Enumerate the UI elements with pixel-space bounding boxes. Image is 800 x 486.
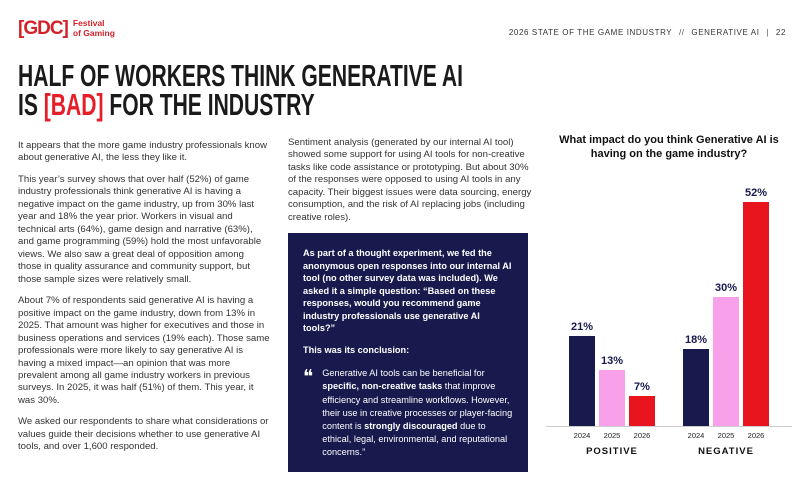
bar-negative-2024 [683,334,709,426]
bar-negative-2026 [743,187,769,426]
bar-rect [629,396,655,426]
breadcrumb-separator: // [678,28,685,37]
chart-plot-area [548,186,790,457]
group-label-positive: POSITIVE [586,445,638,457]
body-paragraph: Sentiment analysis (generated by our internal AI tool) showed some support for using AI tools for non-creative tasks like code assistance or prototyping. But about 30% of the responses were opposed to using AI tools in any capacity. Their biggest issues were data sourcing, energy consumption, and the risk of AI replacing jobs (including creative roles). [288,137,532,223]
year-tick-label: 2024 [687,430,705,440]
chart-group-negative [683,186,769,457]
page-title-line2: IS [BAD] FOR THE INDUSTRY [18,87,315,123]
year-tick-label: 2026 [633,430,651,440]
year-tick-labels [569,431,655,440]
bar-rect [683,349,709,426]
page-title-line1: HALF OF WORKERS THINK GENERATIVE AI [18,58,464,93]
page-number: 22 [775,28,786,37]
bar-positive-2024 [569,321,595,426]
bar-rect [599,370,625,426]
bar-positive-2025 [599,355,625,426]
bar-value-label: 7% [634,380,650,393]
bar-rect [569,336,595,426]
gdc-logo-line2: of Gaming [72,27,115,38]
title-highlight-bad: [BAD] [43,87,104,123]
gdc-logo-mark: [GDC] [18,18,68,40]
year-tick-label: 2026 [747,430,765,440]
page-title [18,58,464,123]
bar-rect [743,202,769,426]
bar-value-label: 52% [744,186,768,199]
body-paragraph: About 7% of respondents said generative AI is having a positive impact on the game industry, down from 13% in 2025. That amount was higher for executives and those in business operations and services (19% each). Those same professionals were more likely to say generative AI is having a mixed impact—an opinion that was more prevalent among all game industry workers in previous surveys. In 2025, it was half (51%) of them. This year, it was 30%. [18,295,270,406]
section-name: GENERATIVE AI [691,28,760,37]
report-name: 2026 STATE OF THE GAME INDUSTRY [508,28,673,37]
callout-paragraph: As part of a thought experiment, we fed the anonymous open responses into our internal AI tool (no other survey data was included). We asked it a simple question: “Based on these responses, would you recommend game industry professionals use generative AI tools?” [303,248,512,334]
year-tick-label: 2024 [573,430,591,440]
chart-bar-groups [548,186,790,457]
bar-value-label: 21% [570,320,594,333]
quotation-mark-icon: ❝ [303,367,314,389]
group-label-negative: NEGATIVE [698,445,754,457]
ai-quote-block [303,367,513,458]
chart-group-positive [569,186,655,457]
bar-positive-2026 [629,381,655,426]
year-tick-labels [683,431,769,440]
ai-quote-text: Generative AI tools can be beneficial for specific, non-creative tasks that improve efficiency and streamline workflows. However, their use in creative processes or player-facing content is strongly discouraged due to ethical, legal, environmental, and reputational concerns.” [322,368,513,457]
gdc-logo-line1: Festival [72,18,105,28]
year-tick-label: 2025 [603,430,621,440]
ai-experiment-callout [288,233,528,472]
bars-negative [683,186,769,426]
bar-negative-2025 [713,282,739,426]
gdc-logo [18,19,115,38]
bar-rect [713,297,739,426]
chart-title: What impact do you think Generative AI is having on the game industry? [559,134,779,161]
body-paragraph: This year’s survey shows that over half (52%) of game industry professionals think generative AI is having a negative impact on the game industry, up from 30% last year and 18% the year prior. Workers in visual and technical arts (64%), game design and narrative (63%), and game programming (59%) hold the most unfavorable views. We also saw a great deal of opposition among those in quality assurance and community support, but those sample sizes were relatively small. [18,173,262,285]
impact-chart [548,133,790,457]
bar-value-label: 13% [600,354,624,367]
body-paragraph: It appears that the more game industry professionals know about generative AI, the less they like it. [18,140,268,164]
body-column-left [18,140,270,463]
body-column-middle [288,137,534,472]
gdc-logo-text [73,19,115,38]
report-breadcrumb [509,28,786,37]
bars-positive [569,186,655,426]
body-paragraph: We asked our respondents to share what considerations or values guide their decisions whether to use generative AI tools, and over 1,600 responded. [18,416,269,453]
bar-value-label: 18% [684,333,708,346]
bar-value-label: 30% [714,281,738,294]
year-tick-label: 2025 [717,430,735,440]
page-separator: | [766,28,770,37]
callout-conclusion-label: This was its conclusion: [303,344,410,355]
